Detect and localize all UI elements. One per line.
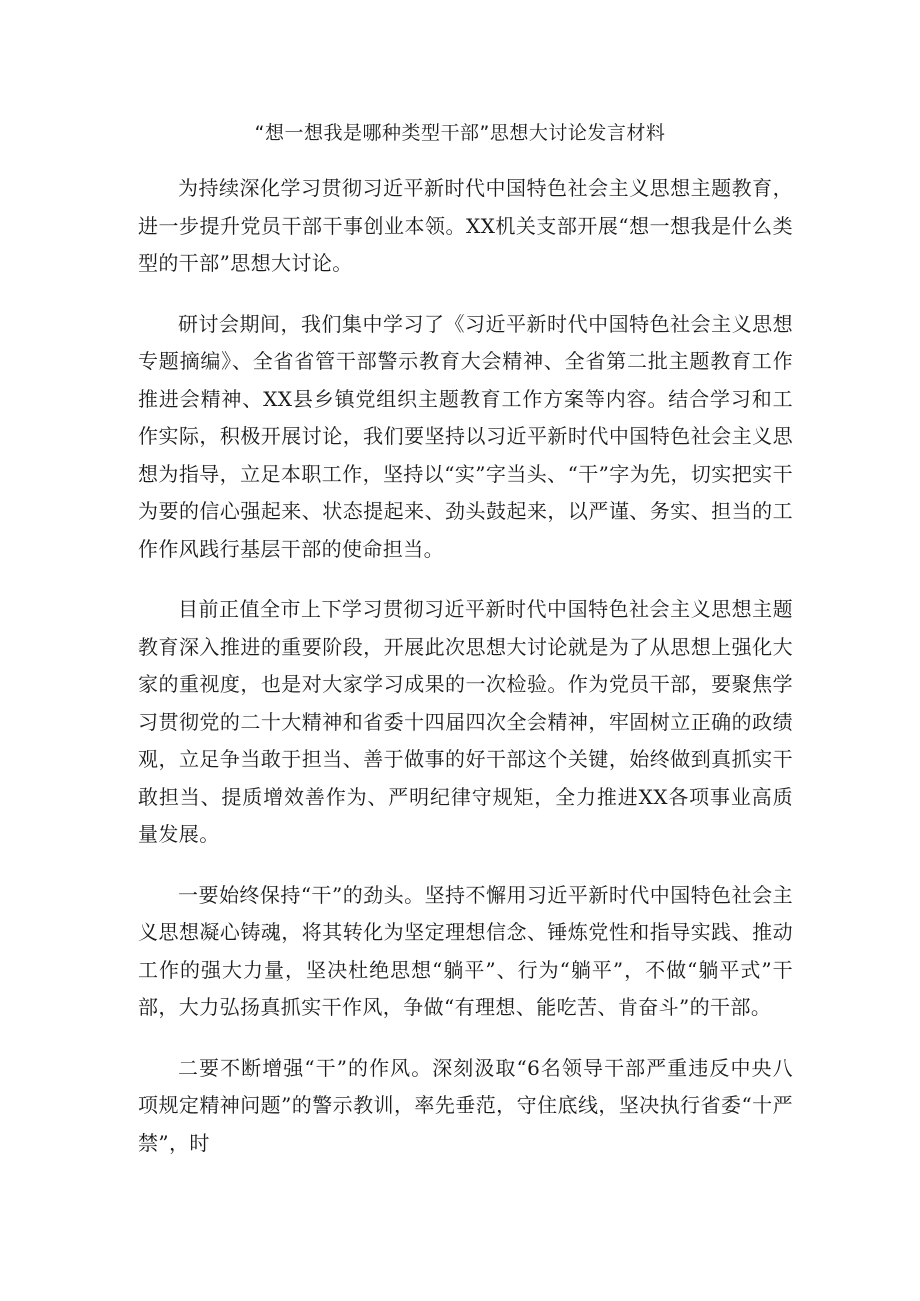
paragraph-4: 一要始终保持“干”的劲头。坚持不懈用习近平新时代中国特色社会主义思想凝心铸魂，将其转化为坚定理想信念、锤炼党性和指导实践、推动工作的强大力量，坚决杜绝思想“躺平”、行为“躺平”，不做“躺平式”干部，大力弘扬真抓实干作风，争做“有理想、能吃苦、肯奋斗”的干部。 [138, 882, 793, 1019]
document-body [138, 170, 793, 1185]
document-title: “想一想我是哪种类型干部”思想大讨论发言材料 [254, 122, 666, 144]
paragraph-5: 二要不断增强“干”的作风。深刻汲取“6名领导干部严重违反中央八项规定精神问题”的警示教训，率先垂范，守住底线，坚决执行省委“十严禁”，时 [138, 1055, 793, 1155]
paragraph-2: 研讨会期间，我们集中学习了《习近平新时代中国特色社会主义思想专题摘编》、全省省管干部警示教育大会精神、全省第二批主题教育工作推进会精神、XX县乡镇党组织主题教育工作方案等内容。结合学习和工作实际，积极开展讨论，我们要坚持以习近平新时代中国特色社会主义思想为指导，立足本职工作，坚持以“实”字当头、“干”字为先，切实把实干为要的信心强起来、状态提起来、劲头鼓起来，以严谨、务实、担当的工作作风践行基层干部的使命担当。 [138, 311, 793, 561]
paragraph-3: 目前正值全市上下学习贯彻习近平新时代中国特色社会主义思想主题教育深入推进的重要阶段，开展此次思想大讨论就是为了从思想上强化大家的重视度，也是对大家学习成果的一次检验。作为党员干部，要聚焦学习贯彻党的二十大精神和省委十四届四次全会精神，牢固树立正确的政绩观，立足争当敢于担当、善于做事的好干部这个关键，始终做到真抓实干敢担当、提质增效善作为、严明纪律守规矩，全力推进XX各项事业高质量发展。 [138, 597, 793, 846]
paragraph-1: 为持续深化学习贯彻习近平新时代中国特色社会主义思想主题教育，进一步提升党员干部干事创业本领。XX机关支部开展“想一想我是什么类型的干部”思想大讨论。 [138, 176, 793, 275]
